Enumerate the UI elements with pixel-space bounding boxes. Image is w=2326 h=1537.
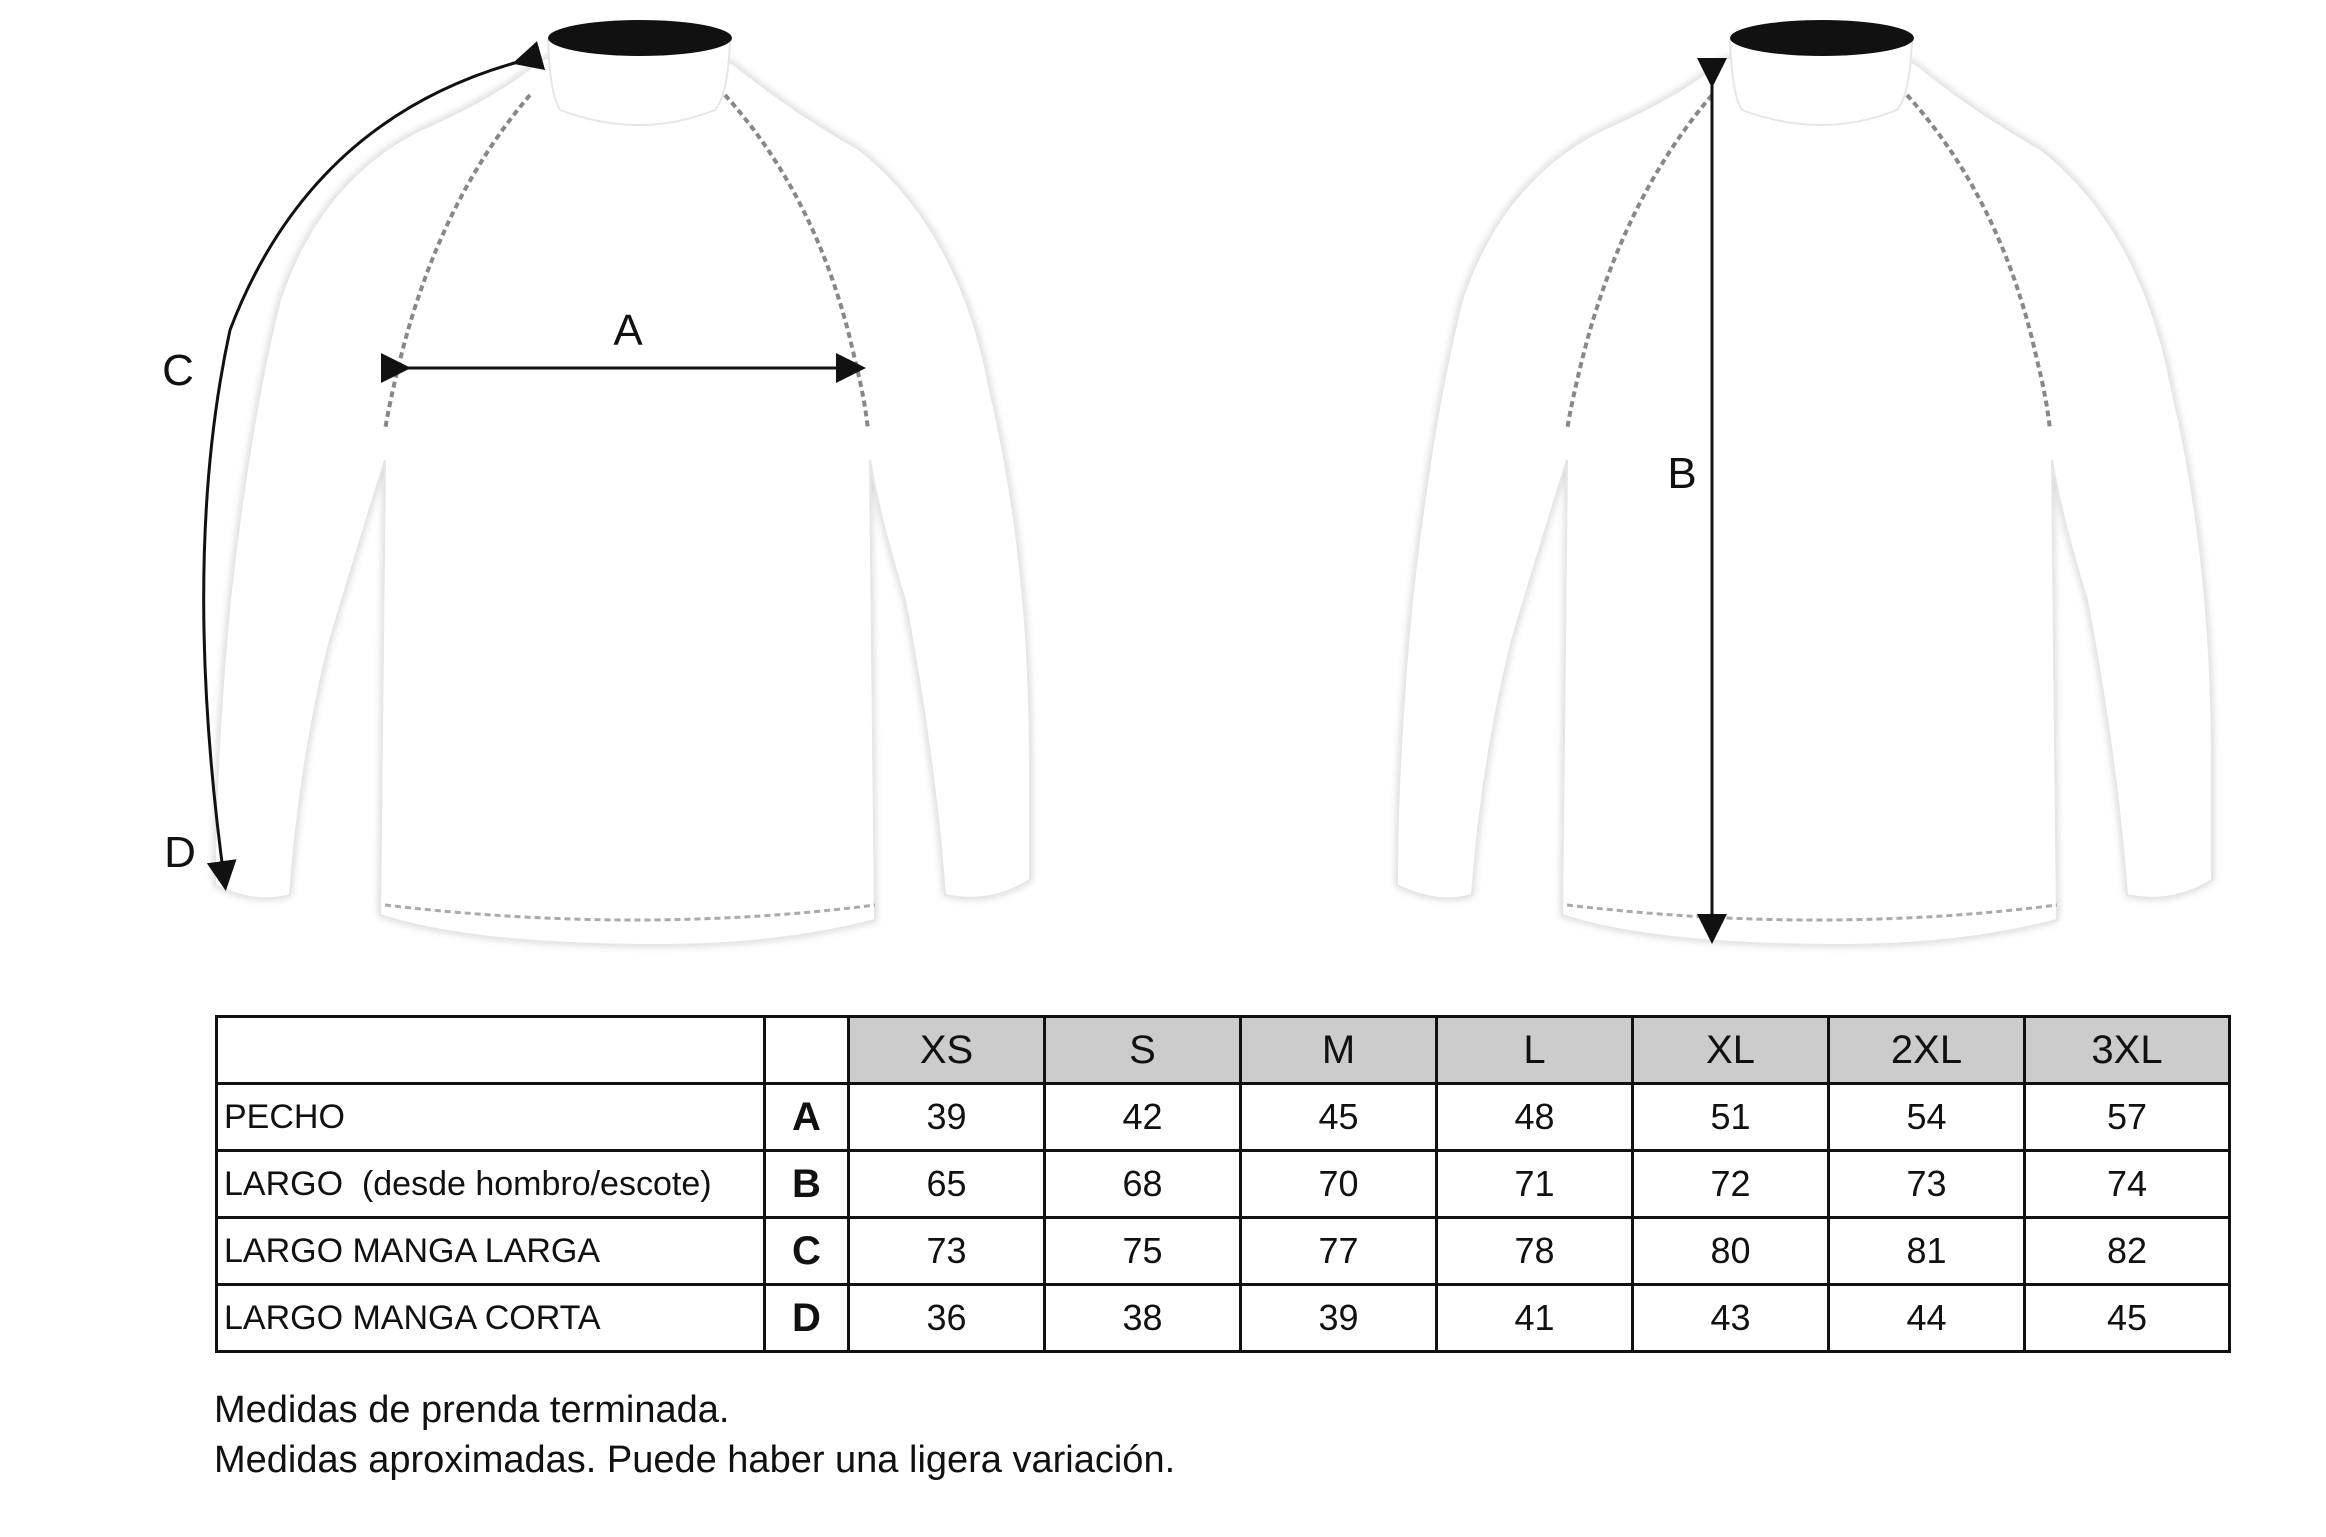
value-cell: 51 [1633, 1084, 1829, 1151]
value-cell: 81 [1829, 1218, 2025, 1285]
front-collar-opening [548, 20, 732, 56]
table-row [217, 1151, 2230, 1218]
value-cell: 71 [1437, 1151, 1633, 1218]
size-header: XL [1633, 1017, 1829, 1084]
row-label: LARGO MANGA CORTA [217, 1285, 765, 1352]
value-cell: 80 [1633, 1218, 1829, 1285]
label-b: B [1667, 449, 1697, 498]
size-header: L [1437, 1017, 1633, 1084]
row-letter: C [765, 1218, 849, 1285]
value-cell: 73 [849, 1218, 1045, 1285]
row-label: LARGO MANGA LARGA [217, 1218, 765, 1285]
value-cell: 43 [1633, 1285, 1829, 1352]
front-shirt [215, 20, 1030, 945]
notes [214, 1385, 1175, 1485]
header-blank-label [217, 1017, 765, 1084]
label-d: D [164, 828, 196, 877]
value-cell: 36 [849, 1285, 1045, 1352]
value-cell: 45 [1241, 1084, 1437, 1151]
note-approximate-measurements: Medidas aproximadas. Puede haber una ligera variación. [214, 1439, 1176, 1481]
value-cell: 39 [1241, 1285, 1437, 1352]
table-row [217, 1084, 2230, 1151]
value-cell: 38 [1045, 1285, 1241, 1352]
size-header: S [1045, 1017, 1241, 1084]
value-cell: 75 [1045, 1218, 1241, 1285]
size-chart-table [215, 1015, 2231, 1353]
label-c: C [162, 346, 194, 395]
row-letter: D [765, 1285, 849, 1352]
value-cell: 39 [849, 1084, 1045, 1151]
row-label: LARGO (desde hombro/escote) [217, 1151, 765, 1218]
table-row [217, 1218, 2230, 1285]
size-header: XS [849, 1017, 1045, 1084]
value-cell: 73 [1829, 1151, 2025, 1218]
value-cell: 77 [1241, 1218, 1437, 1285]
size-header: M [1241, 1017, 1437, 1084]
front-shirt-body [215, 45, 1030, 945]
value-cell: 78 [1437, 1218, 1633, 1285]
back-collar-opening [1730, 20, 1914, 56]
value-cell: 42 [1045, 1084, 1241, 1151]
label-a: A [613, 306, 643, 355]
size-header: 3XL [2025, 1017, 2230, 1084]
row-label: PECHO [217, 1084, 765, 1151]
value-cell: 65 [849, 1151, 1045, 1218]
value-cell: 54 [1829, 1084, 2025, 1151]
value-cell: 57 [2025, 1084, 2230, 1151]
value-cell: 70 [1241, 1151, 1437, 1218]
value-cell: 41 [1437, 1285, 1633, 1352]
back-shirt-body [1397, 45, 2212, 945]
row-letter: B [765, 1151, 849, 1218]
size-header: 2XL [1829, 1017, 2025, 1084]
value-cell: 45 [2025, 1285, 2230, 1352]
table-header-row [217, 1017, 2230, 1084]
header-blank-letter [765, 1017, 849, 1084]
value-cell: 72 [1633, 1151, 1829, 1218]
value-cell: 74 [2025, 1151, 2230, 1218]
value-cell: 68 [1045, 1151, 1241, 1218]
table-row [217, 1285, 2230, 1352]
value-cell: 48 [1437, 1084, 1633, 1151]
note-finished-measurements: Medidas de prenda terminada. [214, 1389, 730, 1431]
row-letter: A [765, 1084, 849, 1151]
value-cell: 82 [2025, 1218, 2230, 1285]
back-shirt [1397, 20, 2212, 945]
value-cell: 44 [1829, 1285, 2025, 1352]
